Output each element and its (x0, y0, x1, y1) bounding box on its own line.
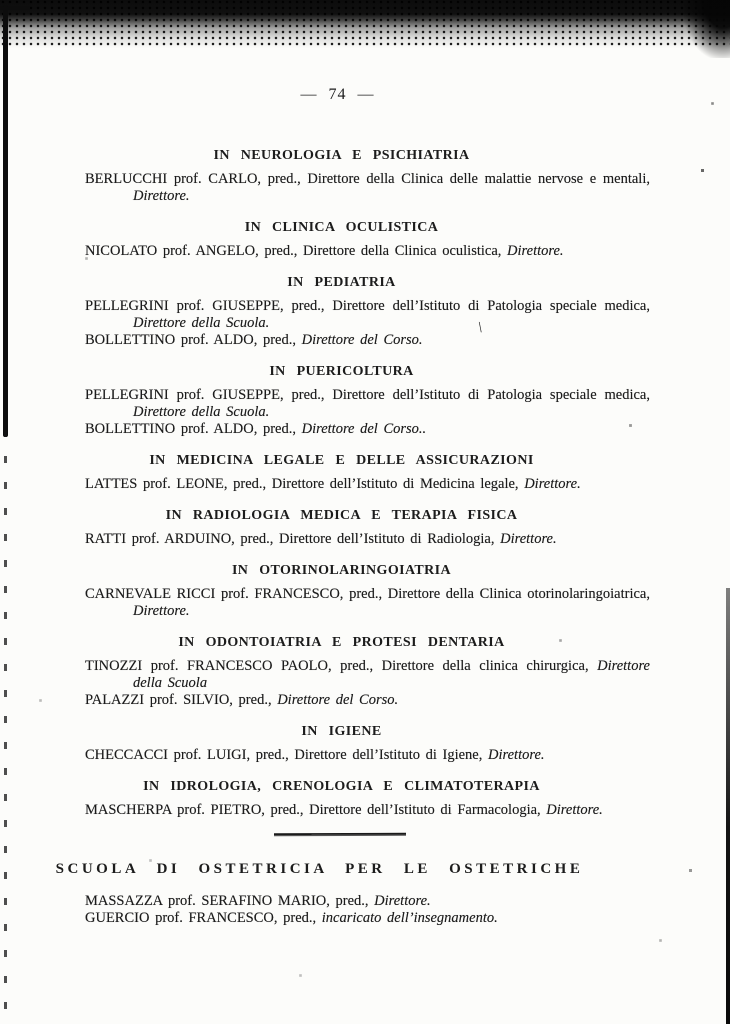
entry-line (85, 586, 650, 603)
entry-role: Direttore. (507, 243, 564, 259)
entry-role: Direttore. (500, 531, 557, 547)
entry-main: PALAZZI prof. SILVIO, pred., (85, 692, 278, 708)
entry-main: CARNEVALE RICCI prof. FRANCESCO, pred., Direttore della Clinica otorinolaringoiatrica, (85, 586, 650, 602)
page-number: — 74 — (300, 86, 375, 103)
entry-line (85, 171, 650, 188)
scan-binding-edge-line-faint (4, 430, 7, 1010)
scan-binding-edge-line (3, 5, 8, 437)
entry-line (85, 531, 650, 548)
entry-main: MASSAZZA prof. SERAFINO MARIO, pred., (85, 893, 375, 909)
entry-role: Direttore del Corso.. (301, 421, 427, 437)
entry-role: Direttore. (488, 747, 545, 763)
entry-line (85, 476, 650, 493)
entry-main: BOLLETTINO prof. ALDO, pred., (85, 332, 302, 348)
entry-role: incaricato dell’insegnamento. (321, 910, 498, 926)
scan-noise-top-right-blob (684, 0, 730, 58)
entry-main: PELLEGRINI prof. GIUSEPPE, pred., Direttore dell’Istituto di Patologia speciale medica, (85, 298, 650, 314)
entry-main: BOLLETTINO prof. ALDO, pred., (85, 421, 302, 437)
section-heading-clinica-oculistica: IN CLINICA OCULISTICA (244, 220, 439, 235)
entry-role: Direttore. (374, 893, 431, 909)
entry-main: CHECCACCI prof. LUIGI, pred., Direttore dell’Istituto di Igiene, (85, 747, 488, 763)
entry-line (85, 188, 650, 205)
section-heading-medicina-legale: IN MEDICINA LEGALE E DELLE ASSICURAZIONI (149, 453, 534, 468)
entry-line (85, 747, 650, 764)
section-heading-otorinolaringoiatria: IN OTORINOLARINGOIATRIA (231, 563, 452, 578)
section-heading-pediatria: IN PEDIATRIA (287, 275, 396, 290)
entry-role: Direttore del Corso. (277, 692, 399, 708)
entry-main: BERLUCCHI prof. CARLO, pred., Direttore della Clinica delle malattie nervose e mentali, (85, 171, 650, 187)
entry-role: Direttore del Corso. (301, 332, 423, 348)
entry-role: Direttore della Scuola. (133, 404, 270, 420)
section-heading-neurologia-psichiatria: IN NEUROLOGIA E PSICHIATRIA (213, 148, 470, 163)
entry-line (85, 243, 650, 260)
section-heading-puericoltura: IN PUERICOLTURA (269, 364, 414, 379)
entry-line (85, 603, 650, 620)
divider-rule (273, 833, 405, 836)
entry-line (85, 315, 650, 332)
entry-main: MASCHERPA prof. PIETRO, pred., Direttore dell’Istituto di Farmacologia, (85, 802, 547, 818)
entry-role: Direttore (597, 658, 650, 674)
entry-main: RATTI prof. ARDUINO, pred., Direttore dell’Istituto di Radiologia, (85, 531, 501, 547)
section-heading-igiene: IN IGIENE (301, 724, 382, 739)
entry-line (85, 802, 650, 819)
entry-main: GUERCIO prof. FRANCESCO, pred., (85, 910, 322, 926)
entry-role: Direttore. (133, 188, 190, 204)
entry-main: TINOZZI prof. FRANCESCO PAOLO, pred., Direttore della clinica chirurgica, (85, 658, 598, 674)
entry-role: Direttore. (546, 802, 603, 818)
entry-main: LATTES prof. LEONE, pred., Direttore dell’Istituto di Medicina legale, (85, 476, 525, 492)
entry-line (85, 658, 650, 675)
entry-line (85, 910, 650, 927)
entry-main: PELLEGRINI prof. GIUSEPPE, pred., Direttore dell’Istituto di Patologia speciale medica, (85, 387, 650, 403)
entry-line (85, 893, 650, 910)
entry-line (85, 692, 650, 709)
section-heading-radiologia: IN RADIOLOGIA MEDICA E TERAPIA FISICA (165, 508, 518, 523)
entry-role: della Scuola (133, 675, 208, 691)
school-section-heading: SCUOLA DI OSTETRICIA PER LE OSTETRICHE (55, 861, 584, 877)
entry-line (85, 332, 650, 349)
entry-main: NICOLATO prof. ANGELO, pred., Direttore della Clinica oculistica, (85, 243, 508, 259)
entry-role: Direttore. (133, 603, 190, 619)
scan-noise-top-band (0, 0, 730, 48)
entry-line (85, 675, 650, 692)
entry-line (85, 387, 650, 404)
section-heading-idrologia: IN IDROLOGIA, CRENOLOGIA E CLIMATOTERAPIA (143, 779, 540, 794)
section-heading-odontoiatria: IN ODONTOIATRIA E PROTESI DENTARIA (178, 635, 505, 650)
entry-role: Direttore. (524, 476, 581, 492)
entry-line (85, 404, 650, 421)
scan-stray-mark: \ (476, 319, 484, 337)
entry-line (85, 298, 650, 315)
entry-line (85, 421, 650, 438)
document-page (55, 0, 650, 927)
scan-edge-right-line (726, 588, 730, 1024)
entry-role: Direttore della Scuola. (133, 315, 270, 331)
